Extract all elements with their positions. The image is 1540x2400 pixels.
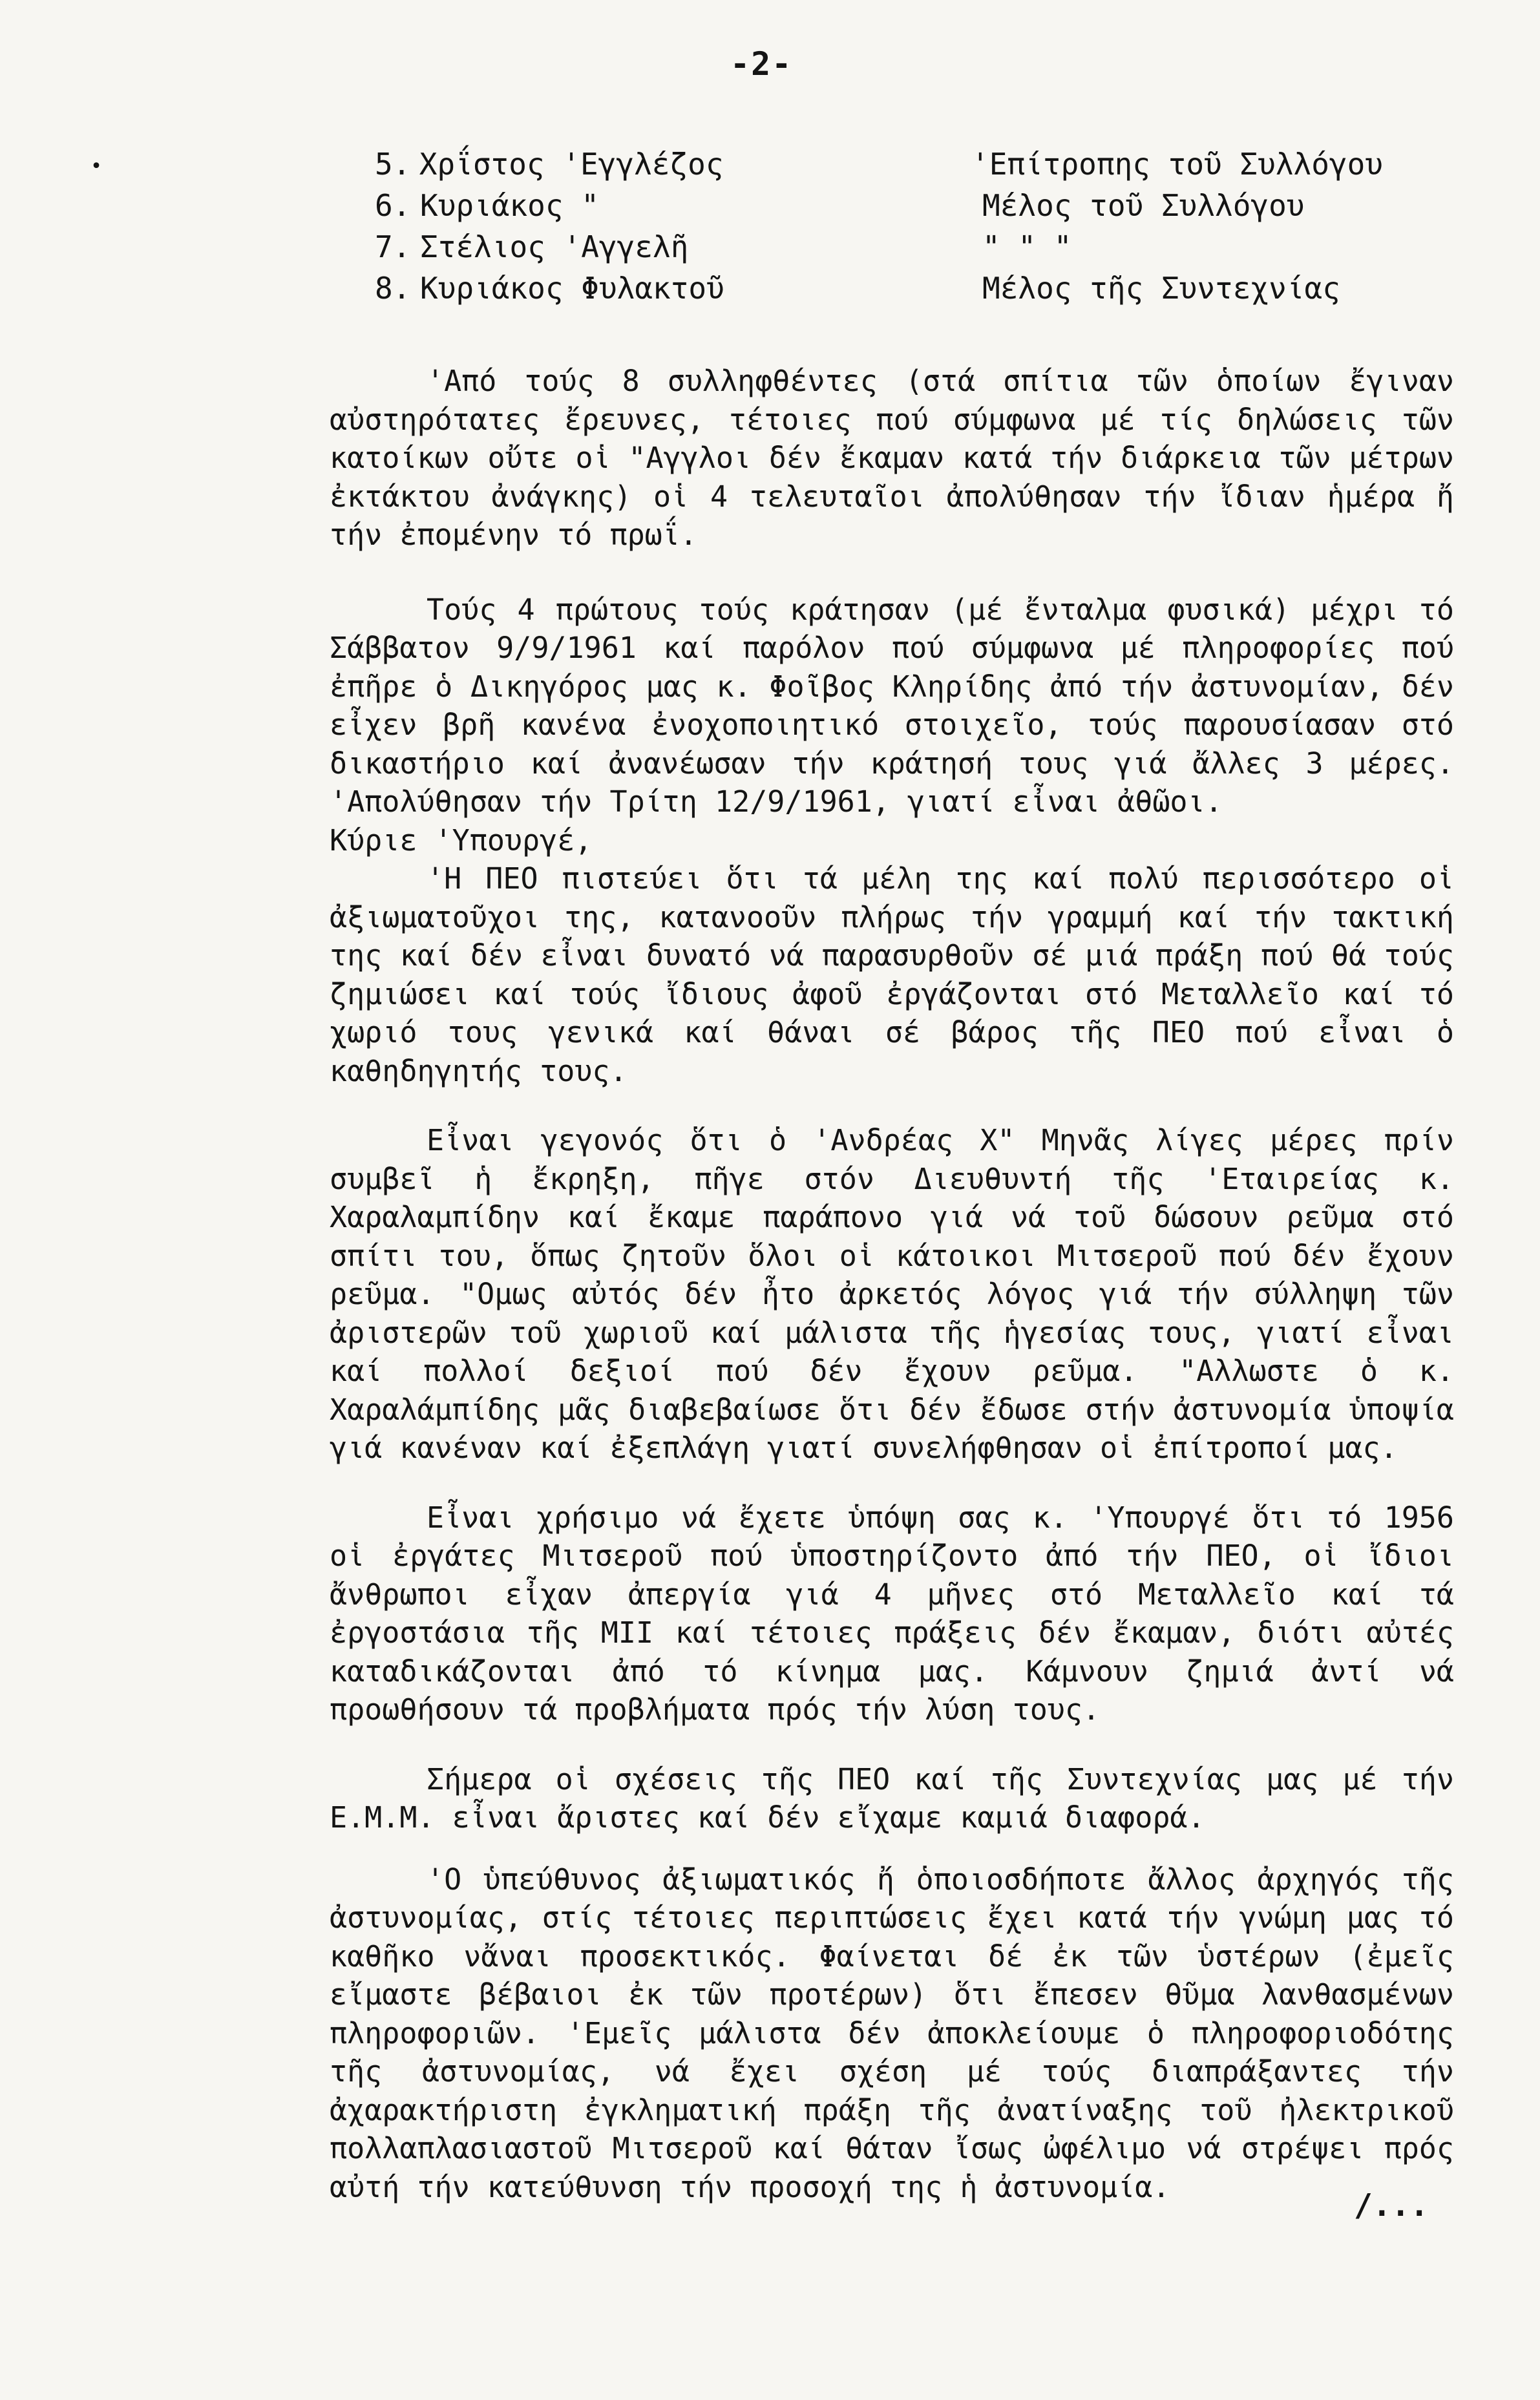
list-item (375, 268, 1383, 309)
list-item-role: " " " (982, 229, 1072, 264)
list-item-role: Μέλος τοῦ Συλλόγου (982, 188, 1305, 223)
list-item (375, 143, 1383, 185)
list-item-role: Μέλος τῆς Συντεχνίας (982, 271, 1340, 306)
paragraph-complaint: Εἶναι γεγονός ὅτι ὁ 'Ανδρέας Χ" Μηνᾶς λίγες μέρες πρίν συμβεῖ ἡ ἔκρηξη, πῆγε στόν Διευθυντή τῆς 'Εταιρείας κ. Χαραλαμπίδην καί ἔκαμε παράπονο γιά νά τοῦ δώσουν ρεῦμα στό σπίτι του, ὅπως ζητοῦν ὅλοι οἱ κάτοικοι Μιτσεροῦ πού δέν ἔχουν ρεῦμα. "Ομως αὐτός δέν ἦτο ἀρκετός λόγος γιά τήν σύλληψη τῶν ἀριστερῶν τοῦ χωριοῦ καί μάλιστα τῆς ἡγεσίας τους, γιατί εἶναι καί πολλοί δεξιοί πού δέν ἔχουν ρεῦμα. "Αλλωστε ὁ κ. Χαραλάμπίδης μᾶς διαβεβαίωσε ὅτι δέν ἔδωσε στήν ἀστυνομία ὑποψία γιά κανέναν καί ἐξεπλάγη γιατί συνελήφθησαν οἱ ἐπίτροποί μας. (330, 1123, 1454, 1465)
letter-body (330, 362, 1454, 2206)
list-item-name: Χρΐστος 'Εγγλέζος (419, 147, 724, 182)
salutation: Κύριε 'Υπουργέ, (330, 823, 593, 858)
list-item (375, 185, 1383, 226)
list-item-role: 'Επίτροπης τοῦ Συλλόγου (971, 147, 1383, 182)
list-item-name: Στέλιος 'Αγγελῆ (420, 229, 689, 264)
paragraph-peo-belief: 'Η ΠΕΟ πιστεύει ὅτι τά μέλη της καί πολύ περισσότερο οἱ ἀξιωματοῦχοι της, κατανοοῦν πλήρως τήν γραμμή καί τήν τακτική της καί δέν εἶναι δυνατό νά παρασυρθοῦν σέ μιά πράξη πού θά τούς ζημιώσει καί τούς ἴδιους ἀφοῦ ἐργάζονται στό Μεταλλεῖο καί τό χωριό τους γενικά καί θάναι σέ βάρος τῆς ΠΕΟ πού εἶναι ὁ καθηδηγητής τους. (330, 861, 1454, 1088)
paragraph-detention: Τούς 4 πρώτους τούς κράτησαν (μέ ἔνταλμα φυσικά) μέχρι τό Σάββατον 9/9/1961 καί παρόλον πού σύμφωνα μέ πληροφορίες πού ἐπῆρε ὁ Δικηγόρος μας κ. Φοῖβος Κληρίδης ἀπό τήν ἀστυνομίαν, δέν εἶχεν βρῆ κανένα ἐνοχοποιητικό στοιχεῖο, τούς παρουσίασαν στό δικαστήριο καί ἀνανέωσαν τήν κράτησή τους γιά ἄλλες 3 μέρες. 'Απολύθησαν τήν Τρίτη 12/9/1961, γιατί εἶναι ἀθῶοι. (330, 592, 1454, 819)
list-item-name: Κυριάκος " (420, 188, 599, 223)
list-item-number: 8. (375, 271, 411, 306)
list-item-number: 5. (375, 147, 411, 182)
list-item (375, 226, 1383, 268)
paragraph-strike-1956: Εἶναι χρήσιμο νά ἔχετε ὑπόψη σας κ. 'Υπουργέ ὅτι τό 1956 οἱ ἐργάτες Μιτσεροῦ πού ὑποστηρίζοντο ἀπό τήν ΠΕΟ, οἱ ἴδιοι ἄνθρωποι εἶχαν ἀπεργία γιά 4 μῆνες στό Μεταλλεῖο καί τά ἐργοστάσια τῆς ΜΙΙ καί τέτοιες πράξεις δέν ἔκαμαν, διότι αὐτές καταδικάζονται ἀπό τό κίνημα μας. Κάμνουν ζημιά ἀντί νά προωθήσουν τά προβλήματα πρός τήν λύση τους. (330, 1500, 1454, 1727)
list-item-number: 6. (375, 188, 411, 223)
list-item-name: Κυριάκος Φυλακτοῦ (420, 271, 724, 306)
members-list (375, 143, 1383, 309)
continuation-mark: /... (1354, 2187, 1429, 2224)
page-number: -2- (730, 45, 793, 83)
paragraph-relations: Σήμερα οἱ σχέσεις τῆς ΠΕΟ καί τῆς Συντεχνίας μας μέ τήν Ε.Μ.Μ. εἶναι ἄριστες καί δέν εἴχαμε καμιά διαφορά. (330, 1762, 1454, 1835)
paragraph-police-officer: 'Ο ὑπεύθυνος ἀξιωματικός ἤ ὁποιοσδήποτε ἄλλος ἀρχηγός τῆς ἀστυνομίας, στίς τέτοιες περιπτώσεις ἔχει κατά τήν γνώμη μας τό καθῆκο νἄναι προσεκτικός. Φαίνεται δέ ἐκ τῶν ὑστέρων (ἐμεῖς εἴμαστε βέβαιοι ἐκ τῶν προτέρων) ὅτι ἔπεσεν θῦμα λανθασμένων πληροφοριῶν. 'Εμεῖς μάλιστα δέν ἀποκλείουμε ὁ πληροφοριοδότης τῆς ἀστυνομίας, νά ἔχει σχέση μέ τούς διαπράξαντες τήν ἀχαρακτήριστη ἐγκληματική πράξη τῆς ἀνατίναξης τοῦ ἠλεκτρικοῦ πολλαπλασιαστοῦ Μιτσεροῦ καί θάταν ἴσως ὠφέλιμο νά στρέψει πρός αὐτή τήν κατεύθυνση τήν προσοχή της ἡ ἀστυνομία. (330, 1862, 1454, 2204)
margin-mark: • (90, 155, 103, 178)
list-item-number: 7. (375, 229, 411, 264)
paragraph-arrests: 'Από τούς 8 συλληφθέντες (στά σπίτια τῶν ὁποίων ἔγιναν αὐστηρότατες ἔρευνες, τέτοιες πού σύμφωνα μέ τίς δηλώσεις τῶν κατοίκων οὔτε οἱ "Αγγλοι δέν ἔκαμαν κατά τήν διάρκεια τῶν μέτρων ἐκτάκτου ἀνάγκης) οἱ 4 τελευταῖοι ἀπολύθησαν τήν ἴδιαν ἡμέρα ἤ τήν ἐπομένην τό πρωΐ. (330, 364, 1454, 552)
